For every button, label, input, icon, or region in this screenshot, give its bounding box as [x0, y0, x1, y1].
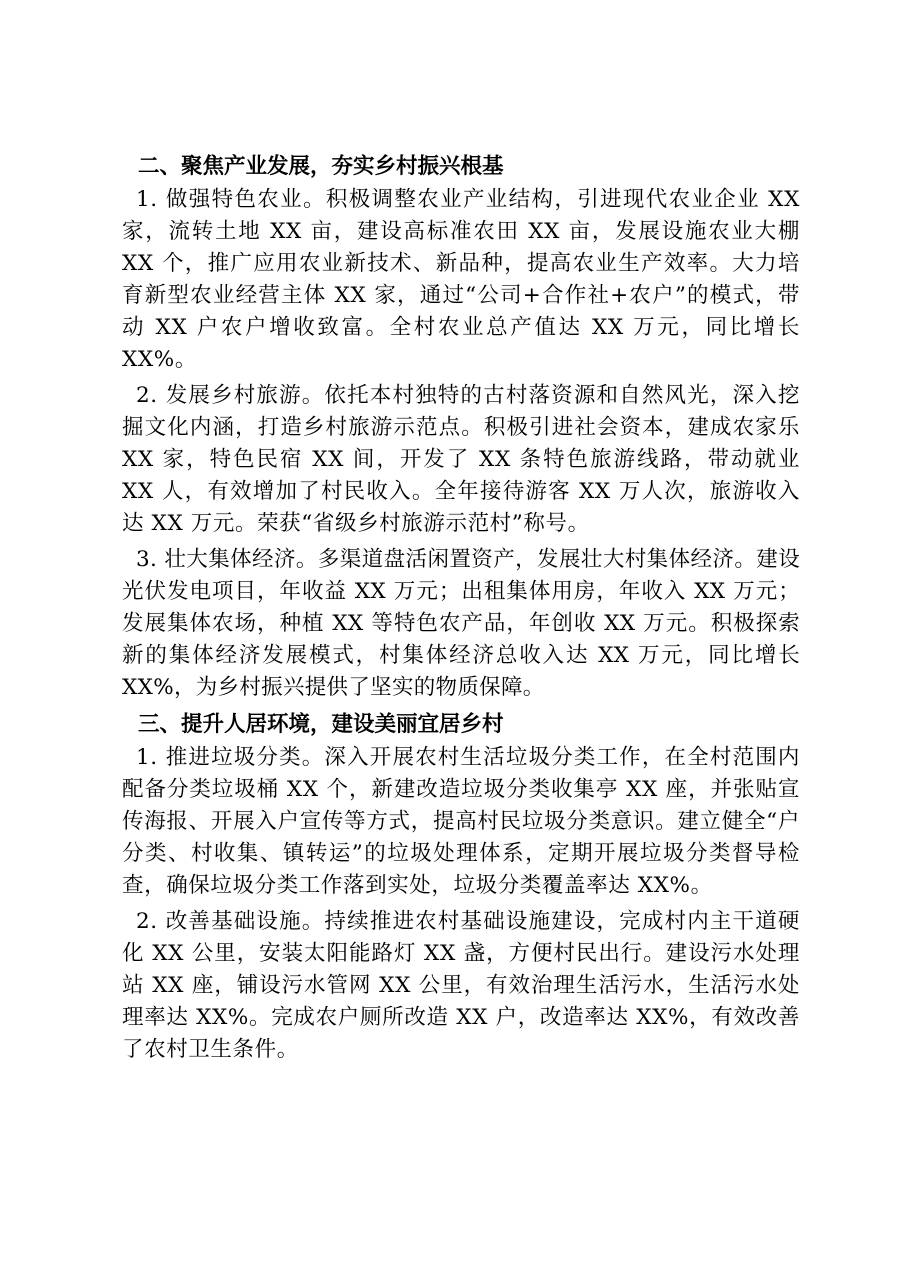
section-heading: 三、提升人居环境，建设美丽宜居乡村 [138, 712, 504, 737]
paragraph: 1. 做强特色农业。积极调整农业产业结构，引进现代农业企业 XX 家，流转土地 XX 亩，建设高标准农田 XX 亩，发展设施农业大棚 XX 个，推广应用农业新技术、新品种，提高农业生产效率。大力培育新型农业经营主体 XX 家，通过“公司+合作社+农户”的模式，带动 XX 户农户增收致富。全村农业总产值达 XX 万元，同比增长 XX%。 [122, 187, 800, 372]
section-heading: 二、聚焦产业发展，夯实乡村振兴根基 [138, 154, 504, 179]
document-page [122, 150, 800, 1070]
paragraph: 2. 发展乡村旅游。依托本村独特的古村落资源和自然风光，深入挖掘文化内涵，打造乡村旅游示范点。积极引进社会资本，建成农家乐 XX 家，特色民宿 XX 间，开发了 XX 条特色旅游线路，带动就业 XX 人，有效增加了村民收入。全年接待游客 XX 万人次，旅游收入达 XX 万元。荣获“省级乡村旅游示范村”称号。 [122, 383, 800, 536]
paragraph: 2. 改善基础设施。持续推进农村基础设施建设，完成村内主干道硬化 XX 公里，安装太阳能路灯 XX 盏，方便村民出行。建设污水处理站 XX 座，铺设污水管网 XX 公里，有效治理生活污水，生活污水处理率达 XX%。完成农户厕所改造 XX 户，改造率达 XX%，有效改善了农村卫生条件。 [122, 909, 800, 1062]
paragraph: 3. 壮大集体经济。多渠道盘活闲置资产，发展壮大村集体经济。建设光伏发电项目，年收益 XX 万元；出租集体用房，年收入 XX 万元；发展集体农场，种植 XX 等特色农产品，年创收 XX 万元。积极探索新的集体经济发展模式，村集体经济总收入达 XX 万元，同比增长 XX%，为乡村振兴提供了坚实的物质保障。 [122, 547, 800, 700]
paragraph: 1. 推进垃圾分类。深入开展农村生活垃圾分类工作，在全村范围内配备分类垃圾桶 XX 个，新建改造垃圾分类收集亭 XX 座，并张贴宣传海报、开展入户宣传等方式，提高村民垃圾分类意识。建立健全“户分类、村收集、镇转运”的垃圾处理体系，定期开展垃圾分类督导检查，确保垃圾分类工作落到实处，垃圾分类覆盖率达 XX%。 [122, 745, 800, 898]
